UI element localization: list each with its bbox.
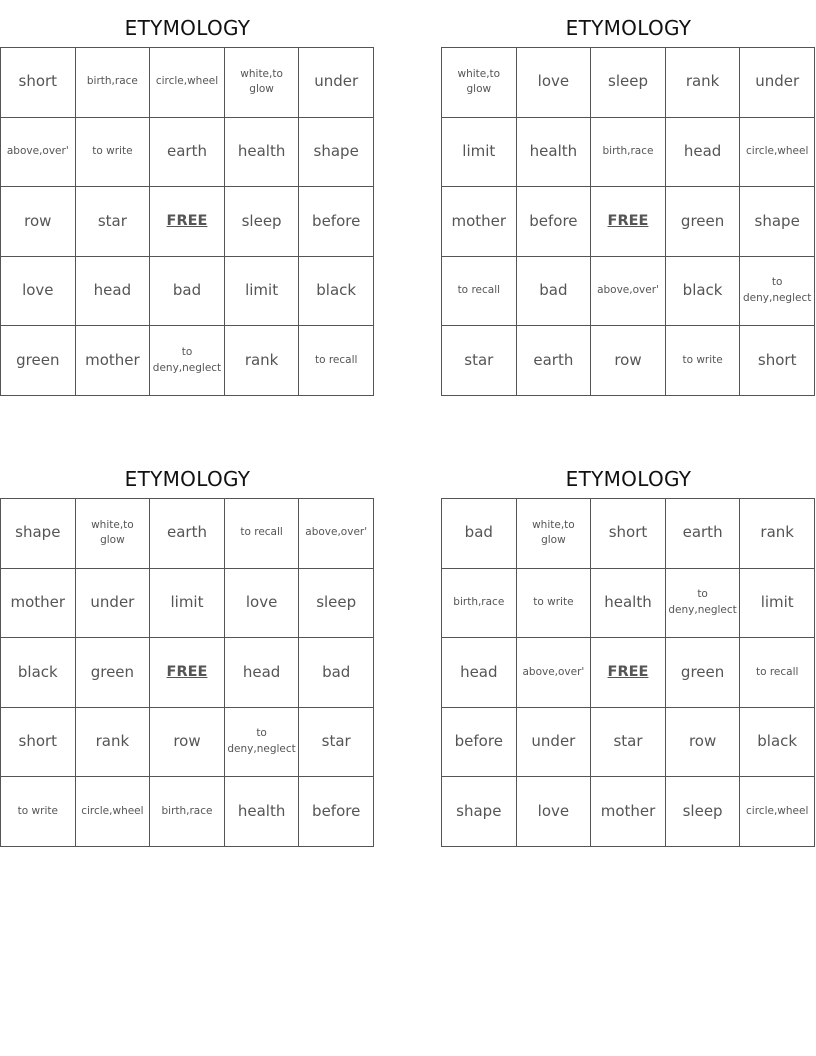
bingo-cell: birth,race [150,777,225,847]
bingo-cell: under [76,569,151,639]
bingo-cell: head [442,638,517,708]
bingo-cell: short [591,499,666,569]
bingo-cell: short [1,708,76,778]
bingo-cell: sleep [591,48,666,118]
bingo-cell: head [225,638,300,708]
bingo-cell: health [225,777,300,847]
bingo-cell: limit [150,569,225,639]
bingo-cell: above,over' [591,257,666,327]
bingo-cell: love [225,569,300,639]
bingo-cell: shape [1,499,76,569]
bingo-cell: under [299,48,374,118]
bingo-cell: before [299,187,374,257]
bingo-cell: love [1,257,76,327]
bingo-cell: shape [442,777,517,847]
bingo-cell: star [442,326,517,396]
bingo-cell: star [76,187,151,257]
bingo-cell: sleep [225,187,300,257]
free-space-cell: FREE [150,187,225,257]
bingo-cell: green [666,638,741,708]
bingo-cell: to recall [442,257,517,327]
bingo-cell: limit [442,118,517,188]
bingo-cell: green [666,187,741,257]
bingo-cell: star [591,708,666,778]
bingo-cell: to write [666,326,741,396]
bingo-cell: to write [76,118,151,188]
bingo-cell: circle,wheel [150,48,225,118]
bingo-cell: black [1,638,76,708]
bingo-grid [441,47,815,396]
bingo-cell: row [666,708,741,778]
free-space-cell: FREE [591,638,666,708]
bingo-cell: under [740,48,815,118]
card-title: ETYMOLOGY [565,467,692,491]
bingo-cell: mother [76,326,151,396]
bingo-cell: green [76,638,151,708]
bingo-cell: earth [666,499,741,569]
bingo-cell: rank [76,708,151,778]
bingo-cell: love [517,48,592,118]
bingo-cell: to deny,neglect [740,257,815,327]
bingo-cell: row [591,326,666,396]
bingo-cell: row [1,187,76,257]
bingo-cell: shape [740,187,815,257]
bingo-cell: limit [225,257,300,327]
bingo-cell: under [517,708,592,778]
bingo-cell: above,over' [299,499,374,569]
bingo-grid [441,498,815,847]
bingo-cell: health [225,118,300,188]
bingo-cell: rank [225,326,300,396]
bingo-cell: birth,race [442,569,517,639]
free-space-cell: FREE [150,638,225,708]
bingo-cell: short [740,326,815,396]
bingo-cell: white,to glow [225,48,300,118]
bingo-cell: black [740,708,815,778]
bingo-cell: green [1,326,76,396]
bingo-cell: earth [150,499,225,569]
bingo-cell: above,over' [1,118,76,188]
free-space-cell: FREE [591,187,666,257]
bingo-cell: to deny,neglect [225,708,300,778]
bingo-cell: rank [666,48,741,118]
bingo-cell: to deny,neglect [150,326,225,396]
card-title: ETYMOLOGY [565,16,692,40]
bingo-cell: white,to glow [442,48,517,118]
bingo-cell: sleep [666,777,741,847]
bingo-cell: mother [442,187,517,257]
bingo-cell: white,to glow [517,499,592,569]
card-title: ETYMOLOGY [124,16,251,40]
bingo-cell: health [517,118,592,188]
bingo-cell: bad [442,499,517,569]
bingo-cell: love [517,777,592,847]
bingo-cell: bad [517,257,592,327]
bingo-cell: head [666,118,741,188]
bingo-cell: short [1,48,76,118]
bingo-cell: to write [517,569,592,639]
bingo-cell: health [591,569,666,639]
bingo-cell: to recall [225,499,300,569]
bingo-cell: circle,wheel [740,777,815,847]
bingo-cell: to write [1,777,76,847]
bingo-cell: white,to glow [76,499,151,569]
bingo-cell: circle,wheel [76,777,151,847]
bingo-grid [0,498,374,847]
bingo-cell: birth,race [591,118,666,188]
bingo-cell: earth [150,118,225,188]
bingo-cell: before [517,187,592,257]
bingo-cell: bad [150,257,225,327]
bingo-cell: before [442,708,517,778]
card-title: ETYMOLOGY [124,467,251,491]
bingo-cell: shape [299,118,374,188]
bingo-cell: limit [740,569,815,639]
bingo-cell: above,over' [517,638,592,708]
bingo-cell: bad [299,638,374,708]
bingo-cell: birth,race [76,48,151,118]
bingo-cell: circle,wheel [740,118,815,188]
bingo-cell: before [299,777,374,847]
bingo-cell: row [150,708,225,778]
bingo-cell: to deny,neglect [666,569,741,639]
bingo-cell: mother [591,777,666,847]
bingo-grid [0,47,374,396]
bingo-cell: black [299,257,374,327]
bingo-cell: rank [740,499,815,569]
bingo-cell: mother [1,569,76,639]
bingo-cell: to recall [299,326,374,396]
bingo-cell: head [76,257,151,327]
bingo-cell: to recall [740,638,815,708]
bingo-cell: earth [517,326,592,396]
bingo-cell: star [299,708,374,778]
bingo-cell: black [666,257,741,327]
bingo-cell: sleep [299,569,374,639]
